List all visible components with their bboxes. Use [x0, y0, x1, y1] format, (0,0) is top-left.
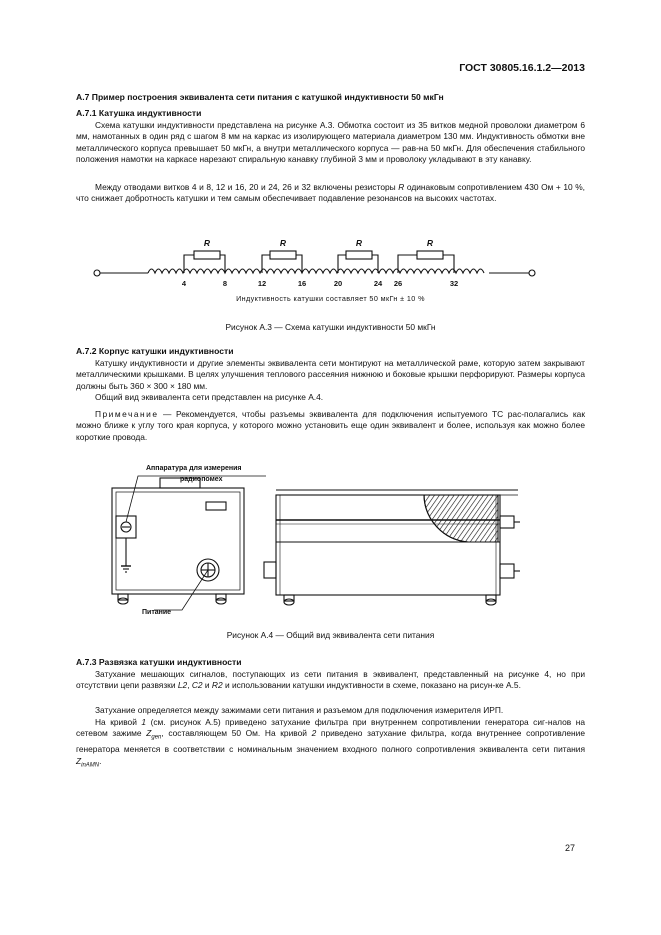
section-a72-paragraph-1: Катушку индуктивности и другие элементы эквивалента сети монтируют на металлической раме, которую затем закрывают металлическими крышками. В целях улучшения теплового рассеяния нижнюю и боковые крышки перфорируют. Размеры корпуса должны быть 360 × 300 × 180 мм.: [76, 358, 585, 391]
resistor-1-right-lead: [220, 255, 225, 273]
section-a71-paragraph-2: Между отводами витков 4 и 8, 12 и 16, 20 и 24, 26 и 32 включены резисторы R одинаковым сопротивлением 430 Ом + 10 %, что снижает добротность катушки и тем самым обеспечивает подавление резонансов на высоких частотах.: [76, 182, 585, 204]
front-nameplate: [206, 502, 226, 510]
front-view: [112, 476, 266, 610]
coil-inductance-note: Индуктивность катушки составляет 50 мкГн ± 10 %: [236, 294, 425, 303]
section-a73-title: А.7.3 Развязка катушки индуктивности: [76, 657, 242, 667]
resistor-1: [194, 251, 220, 259]
tap-label: 32: [449, 279, 459, 288]
page-number: 27: [564, 843, 575, 853]
tap-label: 12: [257, 279, 267, 288]
figure-a3-caption: Рисунок А.3 — Схема катушки индуктивности 50 мкГн: [225, 322, 436, 332]
section-a71-title: А.7.1 Катушка индуктивности: [76, 108, 202, 118]
section-a71-paragraph-1: Схема катушки индуктивности представлена на рисунке А.3. Обмотка состоит из 35 витков медной проволоки диаметром 6 мм, намотанных в один ряд с шагом 8 мм на каркас из изолирующего материала диаметром 130 мм. Индуктивность обмотки вне металлического корпуса превышает 50 мкГн, а внутри металлического корпуса — рав-на 50 мкГн. Для обеспечения стабильного положения намотки на каркасе нарезают спиральную канавку глубиной 3 мм и проволоку укладывают в эту канавку.: [76, 120, 585, 165]
apparatus-label-line-2: радиопомех: [180, 476, 223, 483]
coil-section-hatch: [424, 495, 498, 542]
standard-number: ГОСТ 30805.16.1.2—2013: [459, 62, 585, 74]
resistor-4-label: R: [426, 238, 434, 248]
tap-label: 20: [333, 279, 343, 288]
figure-a4-caption: Рисунок А.4 — Общий вид эквивалента сети питания: [226, 630, 435, 640]
section-a73-paragraph-1: Затухание мешающих сигналов, поступающих из сети питания в эквивалент, представленный на рисунке 4, но при отсутствии цепи развязки L2, С2 и R2 и использовании катушки индуктивности в схеме, показано на рисун-ке А.5.: [76, 669, 585, 691]
section-a72-note: Примечание — Рекомендуется, чтобы разъемы эквивалента для подключения испытуемого ТС рас-полагались как можно ближе к углу того края корпуса, у которого можно установить еще один эквивалент и более, используя как можно более короткие провода.: [76, 409, 585, 442]
tap-label: 26: [393, 279, 403, 288]
tap-label: 4: [181, 279, 187, 288]
power-label: Питание: [142, 609, 172, 616]
equivalent-general-view: [94, 458, 534, 618]
resistor-3: [346, 251, 372, 259]
tap-label: 16: [297, 279, 307, 288]
tap-label: 24: [373, 279, 383, 288]
resistor-2: [270, 251, 296, 259]
resistor-1-label: R: [203, 238, 211, 248]
apparatus-label-line-1: Аппаратура для измерения: [146, 465, 242, 472]
section-a72-title: А.7.2 Корпус катушки индуктивности: [76, 346, 234, 356]
section-a73-paragraph-3: На кривой 1 (см. рисунок А.5) приведено затухание фильтра при внутреннем сопротивлении генератора сиг-налов на сетевом зажиме $Z_{gen}$, составляющем 50 Ом. На кривой 2 приведено затухание фильтра, когда внутреннее сопротивление генератора меняется в соответствии с номинальным значением входного полного сопротивления эквивалента сети питания $Z_{inAMN}$.: [76, 717, 585, 769]
resistor-4-right-lead: [443, 255, 454, 273]
resistor-3-label: R: [355, 238, 363, 248]
front-panel: [112, 488, 244, 594]
side-lower-connector: [500, 564, 514, 578]
resistor-4: [417, 251, 443, 259]
side-view: [264, 490, 520, 605]
section-a7-title: А.7 Пример построения эквивалента сети питания с катушкой индуктивности 50 мкГн: [76, 92, 444, 102]
resistor-2-label: R: [279, 238, 287, 248]
side-left-connector: [264, 562, 276, 578]
coil-winding: [148, 269, 484, 273]
section-a72-paragraph-2: Общий вид эквивалента сети представлен на рисунке А.4.: [95, 392, 324, 402]
section-a73-paragraph-2: Затухание определяется между зажимами сети питания и разъемом для подключения измерителя ИРП.: [95, 705, 504, 715]
tap-label: 8: [222, 279, 228, 288]
side-upper-connector: [500, 516, 514, 528]
